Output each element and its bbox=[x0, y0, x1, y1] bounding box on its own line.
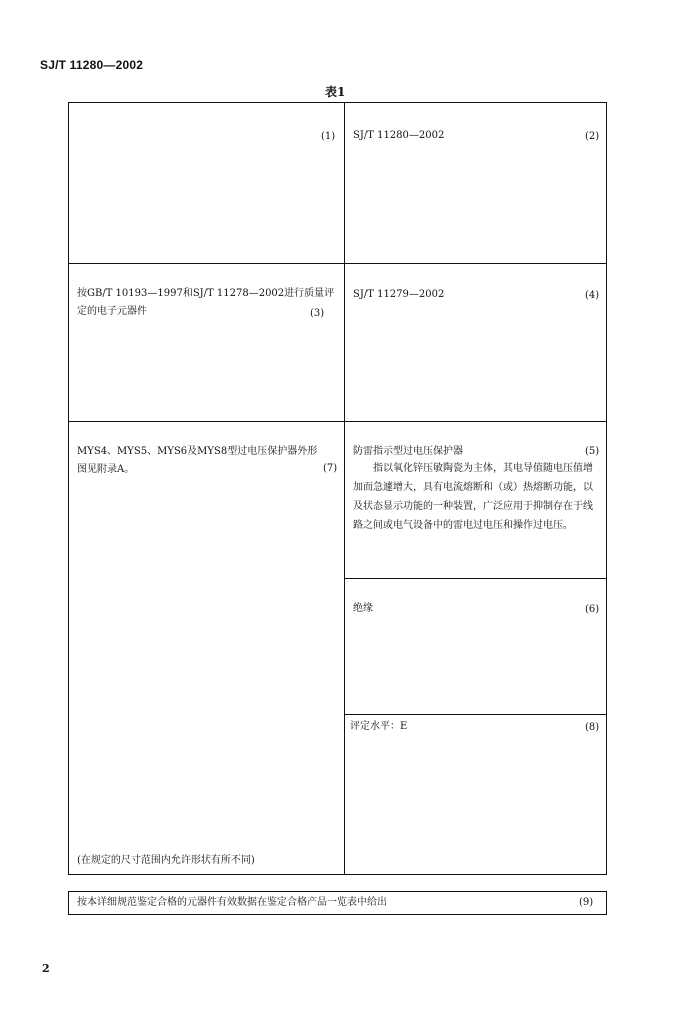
cell-5-number: (5) bbox=[585, 446, 600, 457]
cell-3-number: (3) bbox=[310, 308, 325, 319]
cell-4-standard: SJ/T 11279—2002 bbox=[353, 289, 445, 300]
cell-8-text: 评定水平：E bbox=[350, 721, 408, 732]
cell-6-number: (6) bbox=[585, 604, 600, 615]
cell-1-number: (1) bbox=[321, 131, 336, 142]
document-code-header: SJ/T 11280—2002 bbox=[40, 58, 144, 72]
cell-7-footnote: (在规定的尺寸范围内允许形状有所不同) bbox=[77, 855, 255, 866]
cell-3-line1: 按GB/T 10193—1997和SJ/T 11278—2002进行质量评 bbox=[77, 288, 335, 299]
note-number: (9) bbox=[579, 897, 594, 908]
cell-2-number: (2) bbox=[585, 131, 600, 142]
cell-2-standard: SJ/T 11280—2002 bbox=[353, 130, 445, 141]
note-text: 按本详细规范鉴定合格的元器件有效数据在鉴定合格产品一览表中给出 bbox=[77, 897, 387, 908]
right-divider-2 bbox=[344, 714, 607, 715]
page-number: 2 bbox=[42, 962, 50, 975]
row-divider-2 bbox=[68, 421, 607, 422]
cell-8-number: (8) bbox=[585, 722, 600, 733]
cell-6-text: 绝缘 bbox=[353, 603, 373, 614]
cell-4-number: (4) bbox=[585, 290, 600, 301]
cell-7-number: (7) bbox=[323, 463, 338, 474]
cell-5-description: 指以氧化锌压敏陶瓷为主体，其电导值随电压值增加而急遽增大，具有电流熔断和（或）热熔断功能，以及状态显示功能的一种装置，广泛应用于抑制存在于线路之间或电气设备中的雷电过电压和操作过电压。 bbox=[353, 463, 593, 531]
table-center-divider bbox=[344, 102, 345, 875]
table-caption: 表1 bbox=[325, 85, 346, 99]
cell-3-line2: 定的电子元器件 bbox=[77, 306, 147, 317]
row-divider-1 bbox=[68, 263, 607, 264]
cell-7-line2: 图见附录A。 bbox=[77, 464, 135, 475]
cell-5-title: 防雷指示型过电压保护器 bbox=[353, 446, 463, 457]
cell-7-line1: MYS4、MYS5、MYS6及MYS8型过电压保护器外形 bbox=[77, 446, 318, 457]
right-divider-1 bbox=[344, 578, 607, 579]
